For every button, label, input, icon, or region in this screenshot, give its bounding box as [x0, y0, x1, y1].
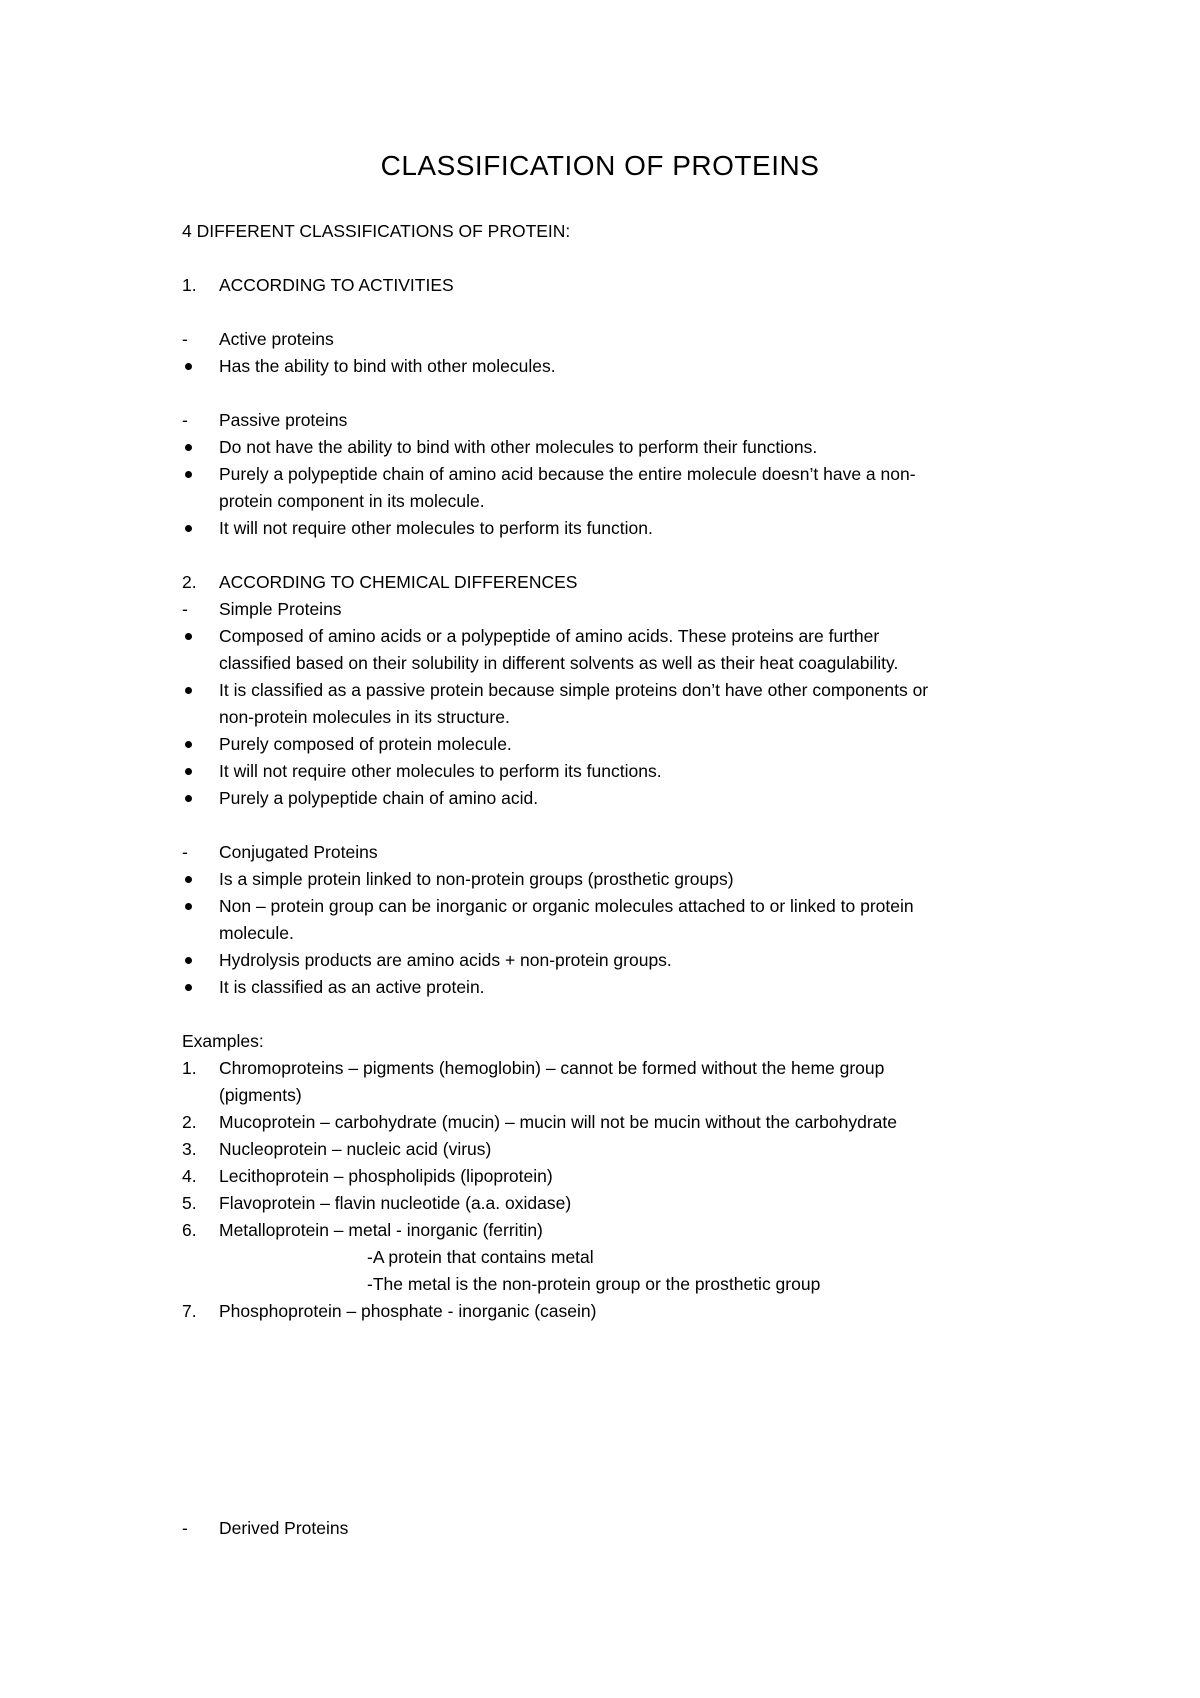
- bullet-icon: [185, 633, 192, 640]
- bullet-icon: [185, 363, 192, 370]
- example-note: -The metal is the non-protein group or the prosthetic group: [367, 1274, 821, 1294]
- example-item: 7. Phosphoprotein – phosphate - inorganic (casein): [0, 1298, 1200, 1324]
- bullet-icon: [185, 741, 192, 748]
- list-item: Has the ability to bind with other molecules.: [0, 353, 1200, 379]
- document-title: CLASSIFICATION OF PROTEINS: [380, 150, 820, 181]
- example-item: 6. Metalloprotein – metal - inorganic (ferritin): [0, 1217, 1200, 1243]
- dash-marker: -: [182, 410, 188, 430]
- active-proteins-label: [0, 326, 1200, 352]
- list-item: It is classified as an active protein.: [0, 974, 1200, 1000]
- list-label: Conjugated Proteins: [219, 842, 378, 862]
- section-1-heading: [0, 272, 1200, 298]
- bullet-icon: [185, 795, 192, 802]
- example-number: 3.: [182, 1139, 197, 1159]
- bullet-icon: [185, 903, 192, 910]
- section-2-heading: [0, 569, 1200, 595]
- list-item-continuation: protein component in its molecule.: [219, 491, 485, 511]
- list-item-continuation: non-protein molecules in its structure.: [219, 707, 510, 727]
- bullet-icon: [185, 687, 192, 694]
- bullet-icon: [185, 876, 192, 883]
- bullet-icon: [185, 957, 192, 964]
- bullet-icon: [185, 471, 192, 478]
- section-heading: ACCORDING TO ACTIVITIES: [219, 275, 454, 295]
- list-label: Passive proteins: [219, 410, 348, 430]
- list-item: It is classified as a passive protein because simple proteins don’t have other components or: [0, 677, 1200, 703]
- list-label: Simple Proteins: [219, 599, 342, 619]
- section-number: 1.: [182, 275, 197, 295]
- list-item: It will not require other molecules to perform its function.: [0, 515, 1200, 541]
- example-number: 1.: [182, 1058, 197, 1078]
- list-item: Hydrolysis products are amino acids + non-protein groups.: [0, 947, 1200, 973]
- example-note: -A protein that contains metal: [367, 1247, 594, 1267]
- list-label: Active proteins: [219, 329, 334, 349]
- examples-heading: Examples:: [182, 1031, 264, 1051]
- dash-marker: -: [182, 329, 188, 349]
- bullet-icon: [185, 768, 192, 775]
- example-number: 7.: [182, 1301, 197, 1321]
- section-number: 2.: [182, 572, 197, 592]
- subtitle-line: [0, 218, 1200, 244]
- example-number: 6.: [182, 1220, 197, 1240]
- dash-marker: -: [182, 599, 188, 619]
- list-item: Purely a polypeptide chain of amino acid because the entire molecule doesn’t have a non-: [0, 461, 1200, 487]
- section-heading: ACCORDING TO CHEMICAL DIFFERENCES: [219, 572, 578, 592]
- dash-marker: -: [182, 842, 188, 862]
- simple-proteins-label: [0, 596, 1200, 622]
- example-item: 3. Nucleoprotein – nucleic acid (virus): [0, 1136, 1200, 1162]
- example-number: 5.: [182, 1193, 197, 1213]
- derived-proteins-label: [0, 1515, 1200, 1541]
- example-number: 2.: [182, 1112, 197, 1132]
- example-item: 4. Lecithoprotein – phospholipids (lipoprotein): [0, 1163, 1200, 1189]
- dash-marker: -: [182, 1518, 188, 1538]
- list-item: Non – protein group can be inorganic or organic molecules attached to or linked to protein: [0, 893, 1200, 919]
- conjugated-proteins-label: [0, 839, 1200, 865]
- example-item: 5. Flavoprotein – flavin nucleotide (a.a. oxidase): [0, 1190, 1200, 1216]
- list-item-continuation: molecule.: [219, 923, 294, 943]
- list-item: Do not have the ability to bind with other molecules to perform their functions.: [0, 434, 1200, 460]
- example-number: 4.: [182, 1166, 197, 1186]
- bullet-icon: [185, 525, 192, 532]
- bullet-icon: [185, 444, 192, 451]
- example-item-continuation: (pigments): [219, 1085, 302, 1105]
- list-item: Purely composed of protein molecule.: [0, 731, 1200, 757]
- passive-proteins-label: [0, 407, 1200, 433]
- example-item: 2. Mucoprotein – carbohydrate (mucin) – mucin will not be mucin without the carbohydrate: [0, 1109, 1200, 1135]
- list-item: It will not require other molecules to perform its functions.: [0, 758, 1200, 784]
- list-item-continuation: classified based on their solubility in different solvents as well as their heat coagulability.: [219, 653, 899, 673]
- subtitle: 4 DIFFERENT CLASSIFICATIONS OF PROTEIN:: [182, 221, 571, 241]
- bullet-icon: [185, 984, 192, 991]
- list-item: Composed of amino acids or a polypeptide of amino acids. These proteins are further: [0, 623, 1200, 649]
- list-label: Derived Proteins: [219, 1518, 349, 1538]
- list-item: Is a simple protein linked to non-protein groups (prosthetic groups): [0, 866, 1200, 892]
- list-item: Purely a polypeptide chain of amino acid.: [0, 785, 1200, 811]
- example-item: 1. Chromoproteins – pigments (hemoglobin) – cannot be formed without the heme group: [0, 1055, 1200, 1081]
